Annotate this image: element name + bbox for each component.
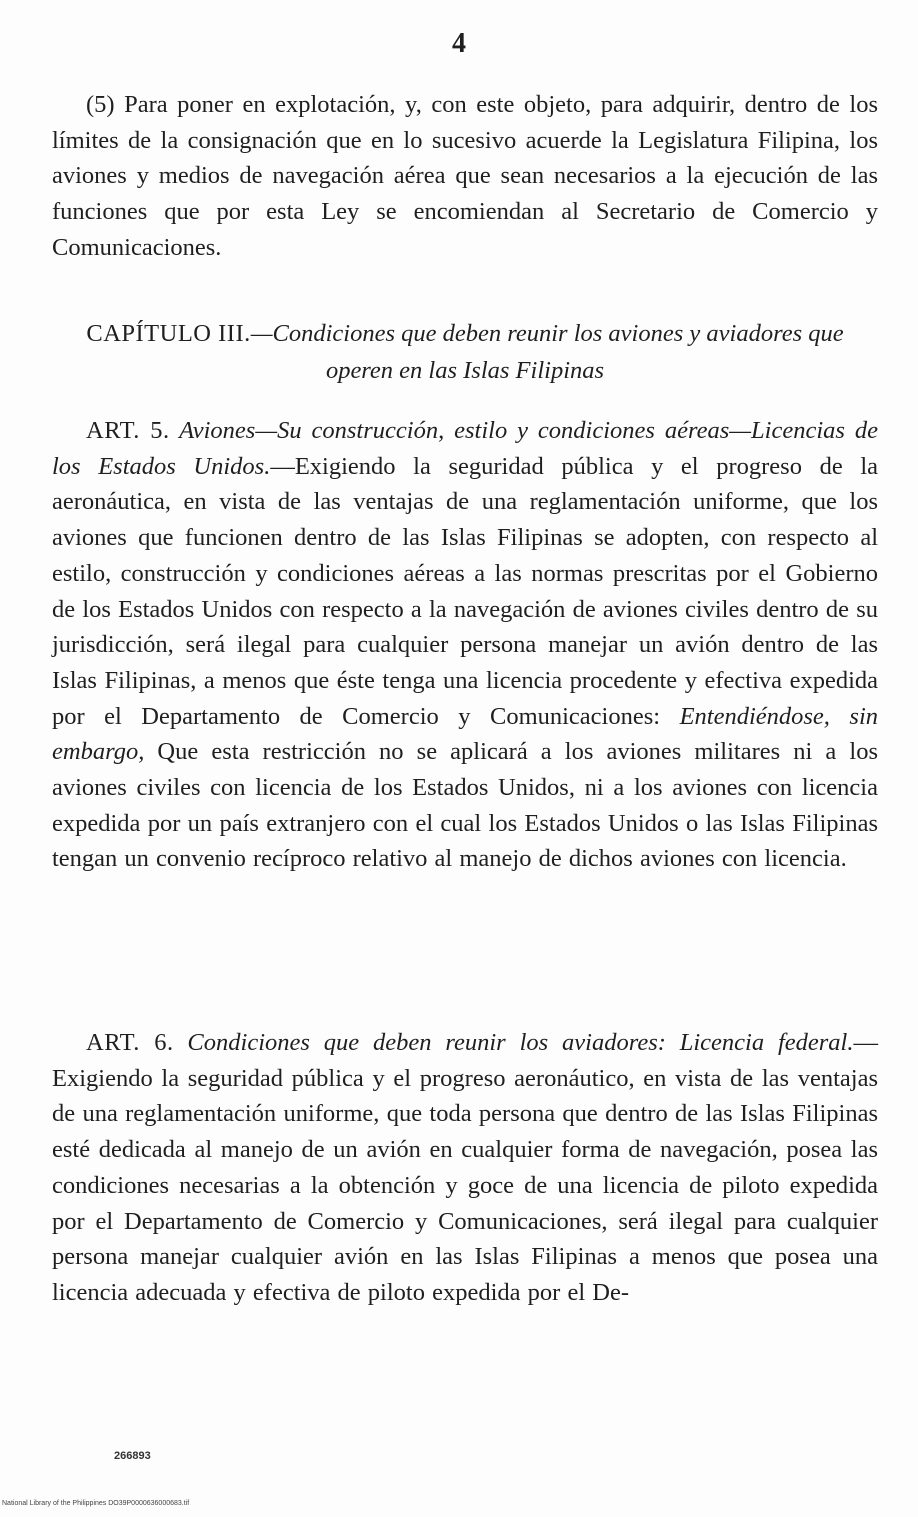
article-5 — [52, 413, 878, 877]
article-6-heading: Condiciones que deben reunir los aviadores: Licencia federal. — [173, 1029, 854, 1056]
article-5-proviso-body: Que esta restricción no se aplicará a los aviones militares ni a los aviones civiles con licencia de los Estados Unidos, ni a los aviones con licencia expedida por un país extranjero con el cual los Estados Unidos o las Islas Filipinas tengan un convenio recíproco relativo al manejo de dichos aviones con licencia. — [52, 738, 878, 873]
article-6-body: —Exigiendo la seguridad pública y el progreso aeronáutico, en vista de las ventajas de una reglamentación uniforme, que toda persona que dentro de las Islas Filipinas esté dedicada al manejo de un avión en cualquier forma de navegación, posea las condiciones necesarias a la obtención y goce de una licencia de piloto expedida por el Departamento de Comercio y Comunicaciones, será ilegal para cualquier persona manejar cualquier avión en las Islas Filipinas a menos que posea una licencia adecuada y efectiva de piloto expedida por el De- — [52, 1029, 878, 1306]
scan-credit: National Library of the Philippines DO39P0000636000683.tif — [2, 1500, 190, 1507]
chapter-label: CAPÍTULO III. — [86, 320, 251, 347]
print-code: 266893 — [114, 1450, 151, 1462]
article-5-label: ART. 5. — [86, 417, 170, 444]
article-6-label: ART. 6. — [86, 1029, 174, 1056]
paragraph-5 — [52, 87, 878, 266]
page-number: 4 — [452, 28, 466, 59]
article-5-body: —Exigiendo la seguridad pública y el progreso de la aeronáutica, en vista de las ventajas de una reglamentación uniforme, que los aviones que funcionen dentro de las Islas Filipinas se adopten, con respecto al estilo, construcción y condiciones aéreas a las normas prescritas por el Gobierno de los Estados Unidos con respecto a la navegación de aviones civiles dentro de su jurisdicción, será ilegal para cualquier persona manejar un avión dentro de las Islas Filipinas, a menos que éste tenga una licencia procedente y efectiva expedida por el Departamento de Comercio y Comunicaciones: — [52, 452, 879, 730]
article-5-heading: Aviones—Su construcción, estilo y condiciones aéreas—Licencias de los Estados Unidos. — [52, 417, 878, 480]
article-6 — [52, 1025, 878, 1311]
chapter-heading — [52, 315, 878, 389]
chapter-title: —Condiciones que deben reunir los aviones y aviadores que operen en las Islas Filipinas — [250, 320, 844, 384]
article-5-proviso: Entendiéndose, sin embargo, — [52, 702, 878, 766]
paragraph-5-text: (5) Para poner en explotación, y, con este objeto, para adquirir, dentro de los límites de la consignación que en lo sucesivo acuerde la Legislatura Filipina, los aviones y medios de navegación aérea que sean necesarios a la ejecución de las funciones que por esta Ley se encomiendan al Secretario de Comercio y Comunicaciones. — [52, 91, 878, 261]
